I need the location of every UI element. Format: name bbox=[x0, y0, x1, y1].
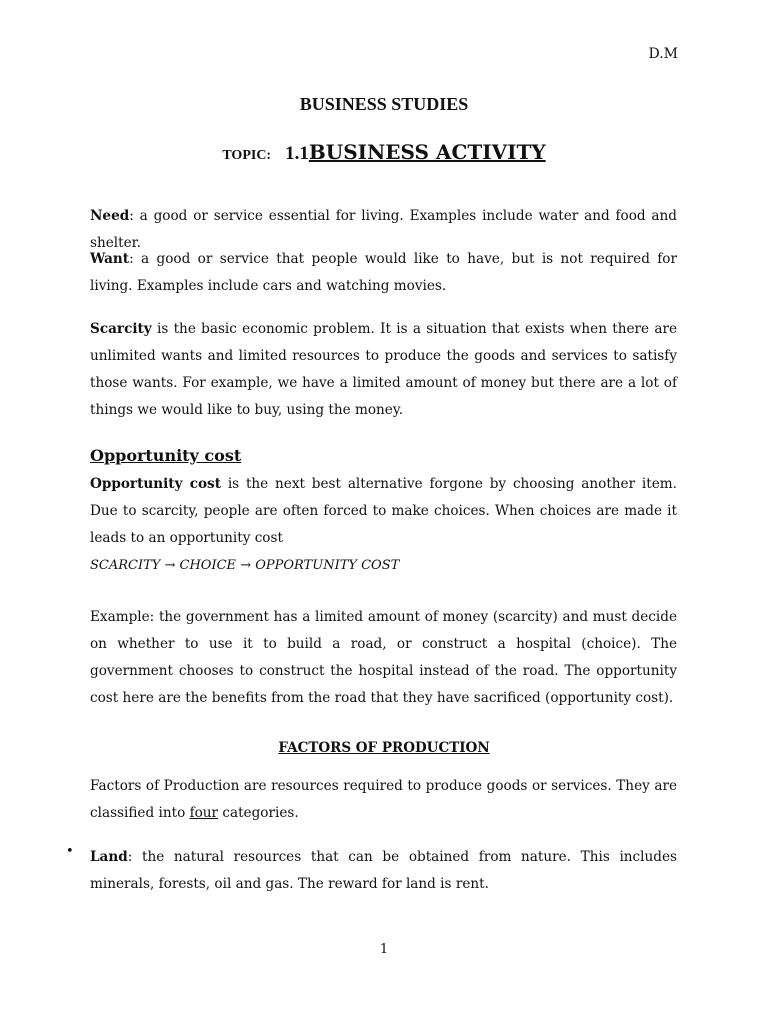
land-list-item bbox=[90, 844, 677, 898]
factors-intro-text: Factors of Production are resources required to produce goods or services. They are classified into bbox=[90, 778, 677, 821]
opportunity-term: Opportunity cost bbox=[90, 476, 221, 492]
land-text: : the natural resources that can be obtained from nature. This includes minerals, forests, oil and gas. The reward for land is rent. bbox=[90, 849, 677, 892]
example-paragraph bbox=[90, 604, 677, 712]
page-number: 1 bbox=[379, 942, 389, 957]
want-text: : a good or service that people would like to have, but is not required for living. Examples include cars and watching movies. bbox=[90, 251, 677, 294]
example-text: Example: the government has a limited amount of money (scarcity) and must decide on whether to use it to build a road, or construct a hospital (choice). The government chooses to construct the hospital instead of the road. The opportunity cost here are the benefits from the road that they have sacrificed (opportunity cost). bbox=[90, 609, 677, 706]
opportunity-text: is the next best alternative forgone by choosing another item. Due to scarcity, people are often forced to make choices. When choices are made it leads to an opportunity cost bbox=[90, 476, 677, 546]
topic-line bbox=[0, 140, 768, 165]
factors-intro-underlined: four bbox=[189, 805, 219, 821]
document-title: BUSINESS STUDIES bbox=[299, 94, 469, 114]
need-term: Need bbox=[90, 208, 130, 224]
scarcity-text: is the basic economic problem. It is a situation that exists when there are unlimited wants and limited resources to produce the goods and services to satisfy those wants. For example, we have a limited amount of money but there are a lot of things we would like to buy, using the money. bbox=[90, 321, 677, 418]
opportunity-section bbox=[90, 442, 677, 579]
want-paragraph bbox=[90, 246, 677, 300]
topic-name: BUSINESS ACTIVITY bbox=[308, 140, 546, 164]
factors-intro bbox=[90, 773, 677, 827]
land-term: Land bbox=[90, 849, 128, 865]
factors-heading: FACTORS OF PRODUCTION bbox=[278, 740, 490, 756]
scarcity-term: Scarcity bbox=[90, 321, 152, 337]
header-initials: D.M bbox=[648, 46, 678, 62]
scarcity-paragraph bbox=[90, 316, 677, 424]
topic-label: TOPIC: bbox=[222, 148, 272, 163]
opportunity-heading: Opportunity cost bbox=[90, 446, 242, 465]
bullet-icon: • bbox=[66, 844, 74, 859]
topic-number: 1.1 bbox=[285, 143, 309, 164]
factors-intro-end: categories. bbox=[218, 805, 299, 821]
need-text: : a good or service essential for living. Examples include water and food and shelter. bbox=[90, 208, 677, 251]
opportunity-formula: SCARCITY → CHOICE → OPPORTUNITY COST bbox=[90, 558, 400, 573]
want-term: Want bbox=[90, 251, 130, 267]
